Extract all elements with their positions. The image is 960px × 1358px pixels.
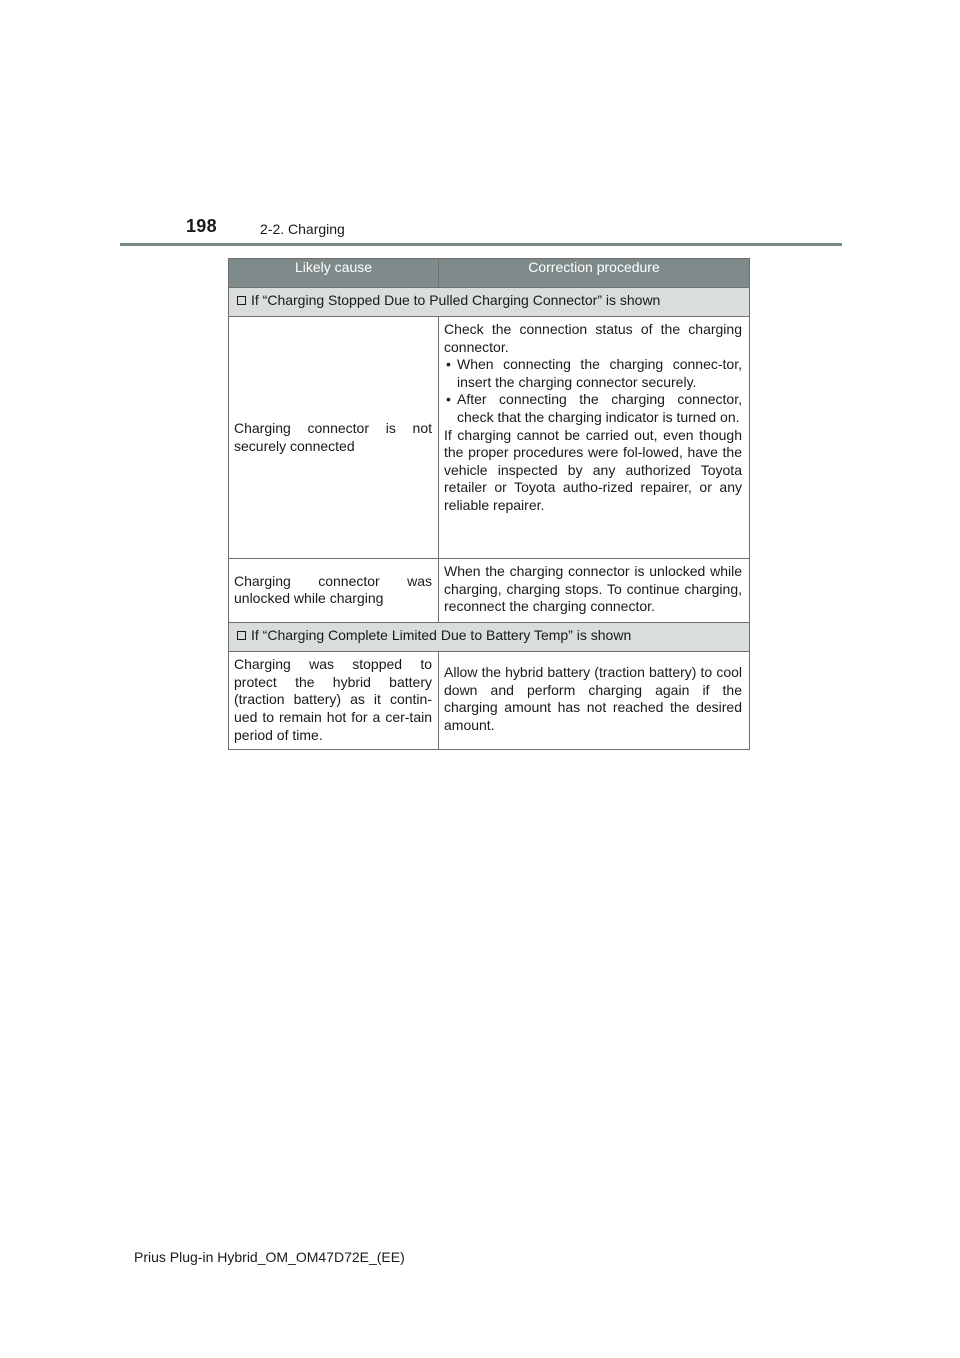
header-rule [120, 243, 842, 246]
procedure-bullet: • When connecting the charging connec-tor, insert the charging connector securely. [444, 356, 742, 391]
table-row [229, 317, 750, 559]
group-title: If “Charging Stopped Due to Pulled Charging Connector” is shown [251, 292, 661, 308]
checkbox-icon [237, 296, 246, 305]
group-header [229, 288, 750, 317]
group-row [229, 622, 750, 651]
page-number: 198 [186, 216, 217, 236]
group-row [229, 288, 750, 317]
footer-document-id: Prius Plug-in Hybrid_OM_OM47D72E_(EE) [134, 1249, 405, 1265]
column-header-likely-cause: Likely cause [229, 259, 439, 288]
troubleshooting-table [228, 258, 750, 750]
table-row [229, 559, 750, 623]
correction-procedure-cell: Allow the hybrid battery (traction battery) to cool down and perform charging again if the charging amount has not reached the desired amount. [439, 651, 750, 749]
likely-cause-cell: Charging connector is not securely connected [229, 317, 439, 559]
group-title: If “Charging Complete Limited Due to Battery Temp” is shown [251, 626, 632, 643]
column-header-correction-procedure: Correction procedure [439, 259, 750, 288]
likely-cause-cell: Charging connector was unlocked while charging [229, 559, 439, 623]
section-title: 2-2. Charging [260, 221, 345, 237]
checkbox-icon [237, 631, 246, 640]
procedure-bullet: • After connecting the charging connector, check that the charging indicator is turned on. [444, 391, 742, 426]
likely-cause-cell: Charging was stopped to protect the hybrid battery (traction battery) as it contin-ued to remain hot for a cer-tain period of time. [229, 651, 439, 749]
table-header-row [229, 259, 750, 288]
correction-procedure-cell: When the charging connector is unlocked while charging, charging stops. To continue charging, reconnect the charging connector. [439, 559, 750, 623]
procedure-intro: Check the connection status of the charging connector. [444, 321, 742, 355]
group-header [229, 622, 750, 651]
procedure-outro: If charging cannot be carried out, even though the proper procedures were fol-lowed, have the vehicle inspected by any authorized Toyota retailer or Toyota autho-rized repairer, or any reliable repairer. [444, 426, 742, 513]
table-row [229, 651, 750, 749]
correction-procedure-cell [439, 317, 750, 559]
